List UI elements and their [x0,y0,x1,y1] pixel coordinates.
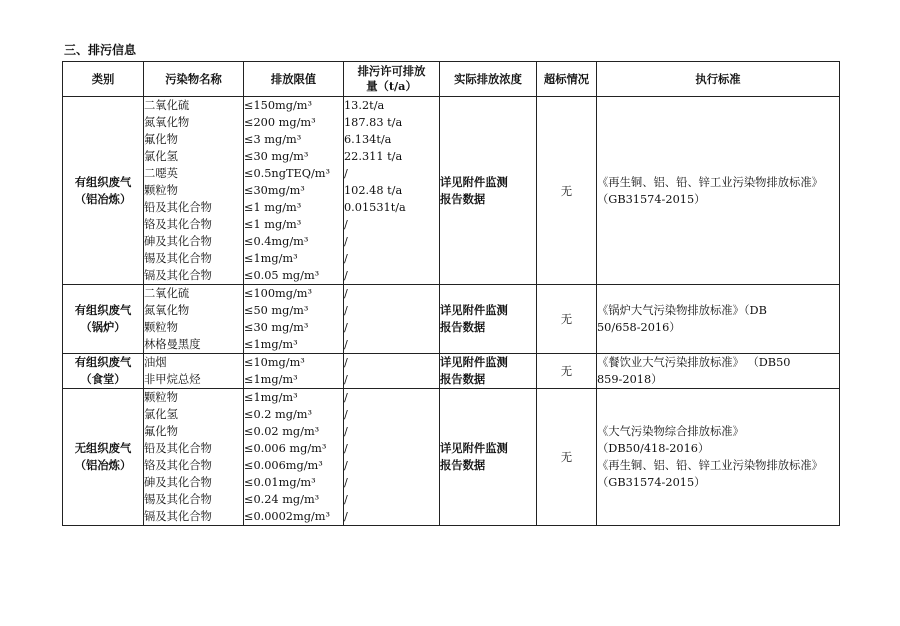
permit-cell [344,97,440,285]
pollutant-name: 铬及其化合物 [144,218,212,231]
actual-cell [440,285,537,354]
actual-line: 详见附件监测 [440,174,508,189]
actual-cell [440,354,537,389]
pollutant-name: 颗粒物 [144,391,178,404]
permit-value: / [344,356,348,369]
standard-line: （GB31574-2015） [597,192,706,206]
pollutant-cell [144,354,244,389]
permit-value: 187.83 t/a [344,116,403,129]
header-standard: 执行标准 [597,62,840,97]
category-cell [63,97,144,285]
permit-value: / [344,391,348,404]
table-row [63,389,840,526]
standard-line: （DB50/418-2016） [597,442,710,455]
limit-value: ≤100mg/m³ [244,287,313,300]
actual-line: 报告数据 [440,320,486,334]
actual-line: 详见附件监测 [440,441,508,455]
permit-value: / [344,287,348,300]
pollutant-name: 镉及其化合物 [144,510,212,523]
permit-value: 6.134t/a [344,133,392,146]
category-cell [63,354,144,389]
table-body [63,97,840,526]
table-row [63,354,840,389]
permit-value: / [344,442,348,455]
actual-line: 报告数据 [440,372,486,386]
pollutant-name: 氯化氢 [144,150,178,163]
pollutant-name: 颗粒物 [144,321,178,334]
pollutant-name: 氮氧化物 [144,116,190,129]
pollutant-name: 氟化物 [144,425,178,438]
pollutant-name: 二氧化硫 [144,287,190,300]
pollutant-name: 锡及其化合物 [144,252,212,265]
category-line: 有组织废气 [74,174,132,189]
standard-line: 859-2018） [597,373,663,386]
header-permit-line1: 排污许可排放 [357,64,426,78]
permit-value: 13.2t/a [344,99,385,112]
actual-cell [440,97,537,285]
standard-cell [597,97,840,285]
pollutant-name: 铅及其化合物 [144,442,212,455]
header-pollutant: 污染物名称 [144,62,244,97]
standard-line: 50/658-2016） [597,321,681,334]
permit-value: / [344,493,348,506]
limit-cell [244,285,344,354]
permit-value: / [344,338,348,351]
actual-line: 报告数据 [440,191,486,206]
table-row [63,97,840,285]
pollutant-name: 二噁英 [144,167,178,180]
permit-value: / [344,459,348,472]
section-heading: 三、排污信息 [64,43,137,57]
pollutant-name: 氮氧化物 [144,304,190,317]
permit-value: / [344,321,348,334]
permit-value: / [344,235,348,248]
permit-value: / [344,373,348,386]
standard-line: 《再生铜、铝、铅、锌工业污染物排放标准》 [597,459,823,472]
permit-cell [344,389,440,526]
standard-line: 《餐饮业大气污染排放标准》 （DB50 [597,356,791,369]
limit-value: ≤0.5ngTEQ/m³ [244,167,331,180]
limit-value: ≤50 mg/m³ [244,304,309,317]
standard-line: （GB31574-2015） [597,476,706,489]
limit-value: ≤30 mg/m³ [244,150,309,163]
permit-value: / [344,510,348,523]
limit-value: ≤150mg/m³ [244,99,313,112]
standard-cell [597,354,840,389]
limit-cell [244,97,344,285]
pollutant-name: 二氧化硫 [144,99,190,112]
pollutant-name: 砷及其化合物 [144,235,212,248]
actual-line: 详见附件监测 [440,355,508,369]
limit-value: ≤10mg/m³ [244,356,305,369]
pollutant-cell [144,389,244,526]
header-exceed: 超标情况 [537,62,597,97]
limit-value: ≤1 mg/m³ [244,218,302,231]
permit-value: / [344,167,348,180]
permit-value: 102.48 t/a [344,184,403,197]
permit-value: / [344,425,348,438]
exceed-cell: 无 [537,285,597,354]
exceed-cell: 无 [537,389,597,526]
actual-line: 报告数据 [440,458,486,472]
category-line: （锅炉） [80,320,126,334]
pollutant-name: 铬及其化合物 [144,459,212,472]
standard-cell [597,285,840,354]
pollutant-cell [144,285,244,354]
limit-value: ≤0.01mg/m³ [244,476,316,489]
pollutant-name: 镉及其化合物 [144,269,212,282]
category-line: （铝冶炼） [74,191,132,206]
header-actual: 实际排放浓度 [440,62,537,97]
limit-value: ≤0.006 mg/m³ [244,442,327,455]
header-category: 类别 [63,62,144,97]
limit-value: ≤0.2 mg/m³ [244,408,313,421]
pollutant-name: 林格曼黑度 [144,338,201,351]
limit-value: ≤1mg/m³ [244,391,298,404]
header-limit: 排放限值 [244,62,344,97]
limit-value: ≤0.05 mg/m³ [244,269,320,282]
pollutant-name: 颗粒物 [144,184,178,197]
limit-value: ≤1mg/m³ [244,252,298,265]
header-permit [344,62,440,97]
category-line: 无组织废气 [74,441,132,455]
limit-value: ≤1mg/m³ [244,373,298,386]
permit-value: / [344,476,348,489]
pollutant-name: 氯化氢 [144,408,178,421]
limit-value: ≤0.4mg/m³ [244,235,309,248]
pollutant-name: 铅及其化合物 [144,201,212,214]
category-line: （铝冶炼） [74,458,132,472]
pollutant-name: 锡及其化合物 [144,493,212,506]
limit-value: ≤3 mg/m³ [244,133,302,146]
category-line: （食堂） [80,372,126,386]
permit-value: / [344,408,348,421]
permit-value: 22.311 t/a [344,150,403,163]
pollutant-name: 非甲烷总烃 [144,373,201,386]
limit-value: ≤0.02 mg/m³ [244,425,320,438]
limit-value: ≤1mg/m³ [244,338,298,351]
limit-value: ≤30mg/m³ [244,184,305,197]
pollutant-name: 砷及其化合物 [144,476,212,489]
limit-cell [244,354,344,389]
standard-cell [597,389,840,526]
pollutant-cell [144,97,244,285]
actual-line: 详见附件监测 [440,303,508,317]
header-permit-line2: 量（t/a） [366,79,417,93]
permit-value: / [344,218,348,231]
category-line: 有组织废气 [74,355,132,369]
table-header-row [63,62,840,97]
pollutant-name: 氟化物 [144,133,178,146]
permit-value: / [344,269,348,282]
category-line: 有组织废气 [74,303,132,317]
limit-value: ≤1 mg/m³ [244,201,302,214]
limit-value: ≤0.0002mg/m³ [244,510,330,523]
limit-value: ≤200 mg/m³ [244,116,316,129]
standard-line: 《锅炉大气污染物排放标准》（DB [597,304,767,317]
category-cell [63,285,144,354]
permit-value: / [344,304,348,317]
exceed-cell: 无 [537,97,597,285]
permit-value: / [344,252,348,265]
limit-value: ≤30 mg/m³ [244,321,309,334]
category-cell [63,389,144,526]
limit-value: ≤0.24 mg/m³ [244,493,320,506]
table-row [63,285,840,354]
standard-line: 《再生铜、铝、铅、锌工业污染物排放标准》 [597,175,823,189]
standard-line: 《大气污染物综合排放标准》 [597,425,744,438]
actual-cell [440,389,537,526]
permit-value: 0.01531t/a [344,201,406,214]
permit-cell [344,354,440,389]
limit-cell [244,389,344,526]
limit-value: ≤0.006mg/m³ [244,459,323,472]
pollutant-name: 油烟 [144,356,167,369]
permit-cell [344,285,440,354]
exceed-cell: 无 [537,354,597,389]
emission-info-table [62,61,840,526]
